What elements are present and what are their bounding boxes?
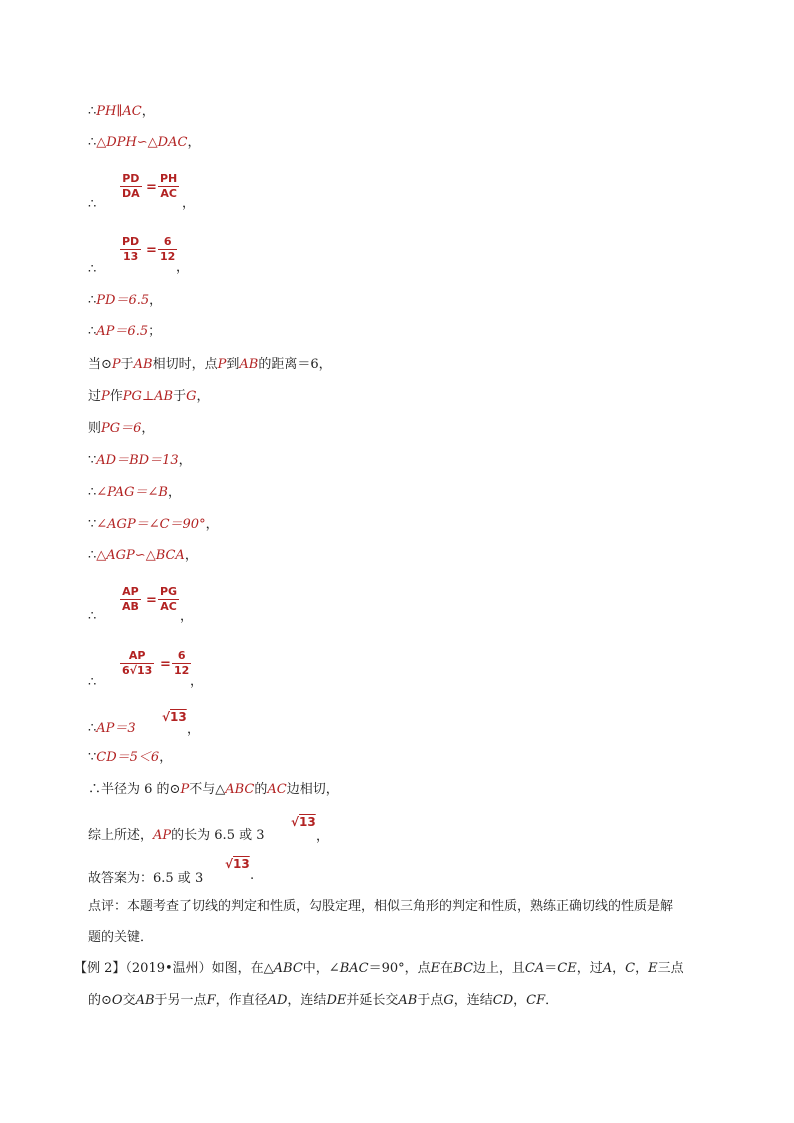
- math-expr: AB: [239, 357, 259, 372]
- fraction-ap-6root13: [120, 649, 154, 678]
- fraction-6-12: [158, 235, 177, 264]
- text: 的距离＝6，: [258, 357, 332, 372]
- text: 并延长交: [346, 993, 399, 1008]
- therefore-symbol: ∴: [88, 548, 97, 563]
- proof-line-perpendicular: [88, 388, 210, 406]
- comment-line-2: 题的关键．: [88, 930, 154, 945]
- equals-sign: =: [146, 593, 157, 608]
- text: 边相切，: [286, 782, 339, 797]
- punct: ，: [159, 750, 173, 765]
- proof-line-pd: [88, 292, 162, 310]
- numerator: 6: [163, 235, 172, 248]
- text: ，: [513, 993, 527, 1008]
- therefore-symbol: ∴: [88, 197, 97, 212]
- math-expr: E: [648, 961, 658, 976]
- punct: ；: [148, 324, 162, 339]
- numerator: PD: [122, 172, 140, 185]
- denominator: AC: [160, 600, 177, 613]
- math-expr: A: [602, 961, 613, 976]
- text: 于另一点: [154, 993, 207, 1008]
- fraction-pg-ac: [158, 585, 179, 614]
- because-symbol: ∵: [88, 750, 97, 765]
- math-expr: G: [443, 993, 454, 1008]
- comment-line-1: 点评：本题考查了切线的判定和性质，勾股定理，相似三角形的判定和性质，熟练正确切线的性质是解: [88, 899, 674, 914]
- denominator: DA: [122, 187, 140, 200]
- text: 作: [109, 389, 123, 404]
- fraction-pd-13: [120, 235, 141, 264]
- text: ，过: [576, 961, 603, 976]
- numerator: PH: [160, 172, 178, 185]
- proof-line-ap-value: [88, 720, 136, 738]
- punct: ，: [176, 260, 190, 275]
- denominator: 12: [174, 664, 190, 677]
- fraction-ap-ab: [120, 585, 141, 614]
- proof-line-1: [88, 103, 155, 121]
- math-expr: CD＝5＜6: [96, 750, 160, 765]
- text: ，: [612, 961, 626, 976]
- text: 在: [440, 961, 454, 976]
- math-expr: BAC: [339, 961, 369, 976]
- math-expr: AP＝6.5: [96, 324, 149, 339]
- math-expr: G: [186, 389, 197, 404]
- math-expr: C: [625, 961, 636, 976]
- sqrt-13: √13: [162, 710, 187, 724]
- text: ，连结: [453, 993, 493, 1008]
- numerator: 6: [177, 649, 186, 662]
- because-symbol: ∵: [88, 517, 97, 532]
- punct: ，: [190, 674, 204, 689]
- denominator: 6√13: [122, 664, 153, 677]
- therefore-symbol: ∴: [88, 324, 97, 339]
- text: 的: [254, 782, 268, 797]
- summary-line: [88, 827, 265, 845]
- text: 边上，且: [472, 961, 525, 976]
- proof-line-pg: [88, 420, 154, 438]
- radicand: 13: [170, 710, 187, 724]
- fraction-ph-ac: [158, 172, 179, 201]
- punct: ，: [182, 196, 196, 211]
- punct: ，: [184, 548, 198, 563]
- proof-line-ap: [88, 323, 161, 341]
- text: ＝: [544, 961, 558, 976]
- text: 的⊙: [88, 993, 112, 1008]
- math-expr: AD＝BD＝13: [96, 453, 179, 468]
- text: 中，∠: [302, 961, 340, 976]
- math-expr: AB: [398, 993, 418, 1008]
- fraction-6-12: [172, 649, 191, 678]
- math-expr: AP: [153, 828, 172, 843]
- therefore-symbol: ∴: [88, 262, 97, 277]
- punct: ，: [316, 829, 330, 844]
- text: 过: [88, 389, 102, 404]
- math-expr: P: [111, 357, 121, 372]
- math-expr: PD＝6.5: [96, 293, 150, 308]
- math-expr: △DPH∽△DAC: [96, 135, 188, 150]
- text: 于: [173, 389, 187, 404]
- text: ，: [141, 421, 155, 436]
- math-expr: P: [217, 357, 227, 372]
- proof-line-tangent-ab: [88, 356, 332, 374]
- text: 的长为 6.5 或 3: [171, 828, 265, 843]
- therefore-symbol: ∴: [88, 675, 97, 690]
- therefore-symbol: ∴: [88, 721, 97, 736]
- text: 【例 2】（2019•温州）如图，在△: [74, 961, 274, 976]
- math-expr: AD: [267, 993, 288, 1008]
- proof-line-not-tangent: [88, 781, 339, 799]
- math-expr: E: [430, 961, 441, 976]
- punct: ，: [149, 293, 163, 308]
- text: ，: [635, 961, 649, 976]
- equals-sign: =: [146, 180, 157, 195]
- punct: ，: [205, 517, 219, 532]
- math-expr: PH∥AC: [96, 104, 142, 119]
- therefore-symbol: ∴: [88, 135, 97, 150]
- numerator: PG: [160, 585, 178, 598]
- text: 则: [88, 421, 102, 436]
- numerator: AP: [122, 585, 139, 598]
- proof-line-2: [88, 134, 200, 152]
- text: 交: [122, 993, 136, 1008]
- radicand: 13: [233, 857, 250, 871]
- text: ，作直径: [215, 993, 268, 1008]
- denominator: AC: [160, 187, 177, 200]
- therefore-symbol: ∴: [88, 609, 97, 624]
- text: ．: [545, 993, 559, 1008]
- math-expr: BC: [453, 961, 473, 976]
- denominator: 12: [160, 250, 176, 263]
- math-expr: ABC: [273, 961, 303, 976]
- punct: ，: [187, 135, 201, 150]
- punct: ，: [187, 722, 201, 737]
- math-expr: AB: [135, 993, 155, 1008]
- therefore-symbol: ∴: [88, 485, 97, 500]
- punct: ，: [180, 609, 194, 624]
- math-expr: ∠AGP＝∠C＝90°: [96, 517, 206, 532]
- proof-line-angle-pag: [88, 484, 181, 502]
- sqrt-13: √13: [225, 857, 250, 871]
- math-expr: AP＝3: [96, 721, 136, 736]
- answer-line: [88, 870, 203, 888]
- therefore-symbol: ∴: [88, 104, 97, 119]
- example-2-line-1: [74, 960, 684, 978]
- text: ∴半径为 6 的⊙: [88, 782, 181, 797]
- punct: ，: [167, 485, 181, 500]
- denominator: 13: [122, 250, 139, 263]
- equals-sign: =: [146, 243, 157, 258]
- punct: ，: [178, 453, 192, 468]
- therefore-symbol: ∴: [88, 293, 97, 308]
- text: 不与△: [189, 782, 226, 797]
- math-expr: AC: [267, 782, 287, 797]
- math-expr: P: [101, 389, 110, 404]
- math-expr: PG＝6: [101, 421, 142, 436]
- math-expr: CA: [524, 961, 545, 976]
- denominator: AB: [122, 600, 139, 613]
- punct: ，: [141, 104, 155, 119]
- because-symbol: ∵: [88, 453, 97, 468]
- text: 相切时，点: [152, 357, 218, 372]
- numerator: PD: [122, 235, 140, 248]
- math-expr: CD: [492, 993, 514, 1008]
- proof-line-angle-agp: [88, 516, 219, 534]
- math-expr: ABC: [225, 782, 255, 797]
- text: ，连结: [287, 993, 327, 1008]
- numerator: AP: [128, 649, 146, 662]
- punct: .: [250, 868, 255, 883]
- math-expr: ∠PAG＝∠B: [96, 485, 168, 500]
- math-expr: DE: [326, 993, 347, 1008]
- math-expr: PG⊥AB: [122, 389, 174, 404]
- text: ，: [196, 389, 210, 404]
- text: 当⊙: [88, 357, 112, 372]
- math-expr: △AGP∽△BCA: [96, 548, 185, 563]
- proof-line-cd: [88, 749, 172, 767]
- proof-line-ad-bd: [88, 452, 192, 470]
- radicand: 13: [299, 815, 316, 829]
- math-expr: F: [206, 993, 216, 1008]
- math-expr: AB: [133, 357, 153, 372]
- fraction-pd-da: [120, 172, 142, 201]
- text: 到: [226, 357, 240, 372]
- equals-sign: =: [160, 657, 171, 672]
- proof-line-similar: [88, 547, 198, 565]
- example-2-line-2: [88, 992, 558, 1010]
- math-expr: CF: [526, 993, 546, 1008]
- text: 于点: [417, 993, 444, 1008]
- text: 综上所述，: [88, 828, 154, 843]
- text: 故答案为：6.5 或 3: [88, 871, 204, 886]
- math-expr: CE: [557, 961, 577, 976]
- sqrt-13: √13: [291, 815, 316, 829]
- text: 于: [120, 357, 134, 372]
- math-expr: O: [111, 993, 123, 1008]
- math-expr: P: [180, 782, 190, 797]
- text: 三点: [657, 961, 684, 976]
- text: ＝90°，点: [368, 961, 431, 976]
